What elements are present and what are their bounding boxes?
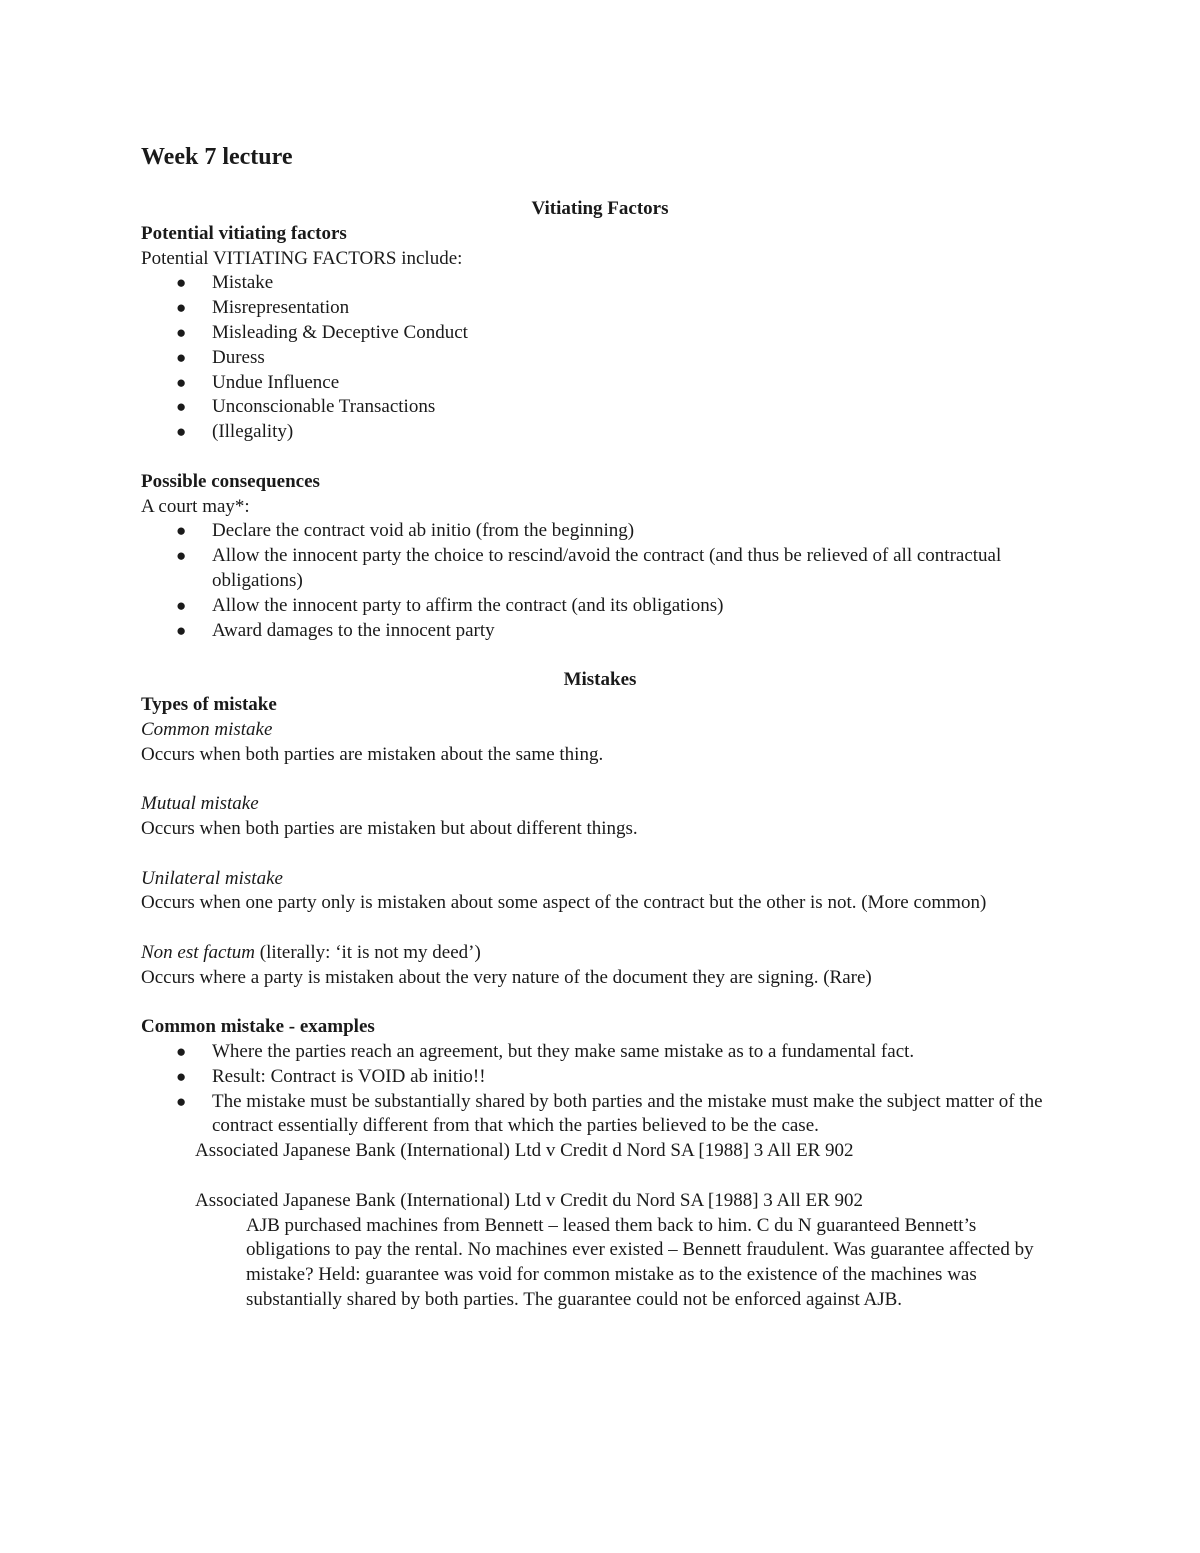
list-item: ● Where the parties reach an agreement, but they make same mistake as to a fundamental fact. [141,1040,1061,1065]
list-item: ● Misleading & Deceptive Conduct [141,321,1061,346]
subheading-possible-consequences: Possible consequences [141,470,320,492]
spacer [141,767,1061,792]
bullet-icon: ● [176,521,187,541]
bullet-icon: ● [176,1091,187,1111]
list-item: ● Allow the innocent party the choice to rescind/avoid the contract (and thus be relieved of all contractual obligations) [176,545,1002,591]
bullet-icon: ● [176,595,187,615]
list-item: ● The mistake must be substantially shared by both parties and the mistake must make the subject matter of the contract essentially different from that which the parties believed to be the case. [176,1090,1043,1137]
case-reference: Associated Japanese Bank (International) Ltd v Credit du Nord SA [1988] 3 All ER 902 [195,1189,864,1211]
bullet-icon: ● [176,1066,187,1086]
common-mistake-text: Occurs when both parties are mistaken about the same thing. [141,743,604,765]
common-mistake-label: Common mistake [141,718,273,740]
common-mistake-examples-list [141,1040,1061,1139]
bullet-icon: ● [176,620,187,640]
spacer [141,643,1061,668]
list-item: ● Undue Influence [141,371,1061,396]
subheading-potential-vitiating-factors: Potential vitiating factors [141,222,347,244]
list-item: ● Misrepresentation [141,296,1061,321]
list-item: ● Result: Contract is VOID ab initio!! [141,1065,1061,1090]
bullet-icon: ● [176,546,187,566]
bullet-icon: ● [176,372,187,392]
list-item: ● Award damages to the innocent party [141,619,1061,644]
non-est-factum-label: Non est factum [141,941,255,963]
spacer [141,916,1061,941]
subheading-common-mistake-examples: Common mistake - examples [141,1016,375,1038]
spacer [141,445,1061,470]
consequences-list [141,519,1061,643]
mutual-mistake-text: Occurs when both parties are mistaken but about different things. [141,817,638,839]
bullet-icon: ● [176,1042,187,1062]
mutual-mistake-label: Mutual mistake [141,793,259,815]
bullet-icon: ● [176,298,187,318]
case-summary: AJB purchased machines from Bennett – leased them back to him. C du N guaranteed Bennett’s obligations to pay the rental. No machines ever existed – Bennett fraudulent. Was guarantee affected by mistake? Held: guarantee was void for common mistake as to the existence of the machines was substantially shared by both parties. The guarantee could not be enforced against AJB. [246,1214,1034,1311]
bullet-icon: ● [176,397,187,417]
section-heading-vitiating-factors: Vitiating Factors [531,198,669,219]
list-item: ● Mistake [141,271,1061,296]
non-est-factum-line [141,941,1061,966]
list-item: ● Duress [141,346,1061,371]
bullet-icon: ● [176,273,187,293]
list-item: ● Allow the innocent party to affirm the contract (and its obligations) [141,594,1061,619]
bullet-icon: ● [176,422,187,442]
spacer [141,1164,1061,1189]
spacer [141,842,1061,867]
potential-intro: Potential VITIATING FACTORS include: [141,247,463,269]
unilateral-mistake-text: Occurs when one party only is mistaken about some aspect of the contract but the other is not. (More common) [141,892,987,914]
consequences-intro: A court may*: [141,495,250,517]
unilateral-mistake-label: Unilateral mistake [141,867,283,889]
spacer [141,991,1061,1016]
bullet-icon: ● [176,322,187,342]
document-body [141,197,1061,1313]
non-est-factum-suffix: (literally: ‘it is not my deed’) [255,941,481,963]
list-item: ● (Illegality) [141,420,1061,445]
case-reference: Associated Japanese Bank (International) Ltd v Credit d Nord SA [1988] 3 All ER 902 [195,1140,854,1162]
document-title: Week 7 lecture [141,144,293,170]
list-item: ● Unconscionable Transactions [141,395,1061,420]
non-est-factum-text: Occurs where a party is mistaken about the very nature of the document they are signing. (Rare) [141,966,872,988]
bullet-icon: ● [176,347,187,367]
subheading-types-of-mistake: Types of mistake [141,693,277,715]
section-heading-mistakes: Mistakes [563,669,637,691]
vitiating-factors-list [141,271,1061,445]
list-item: ● Declare the contract void ab initio (from the beginning) [141,519,1061,544]
